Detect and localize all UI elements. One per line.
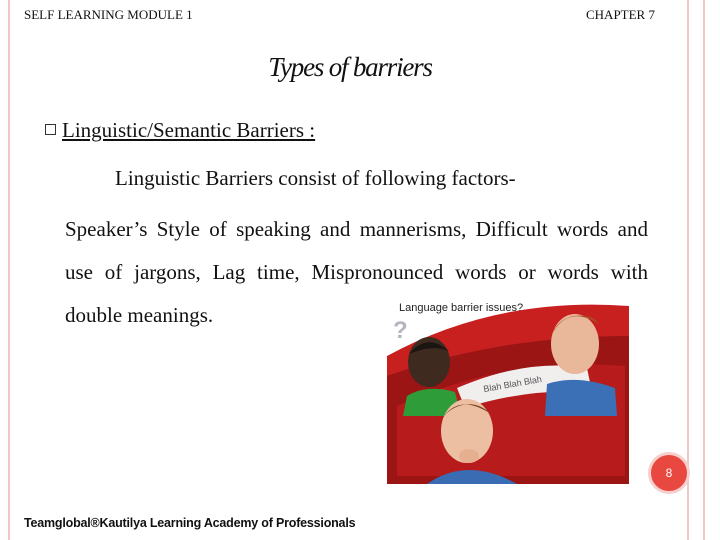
right-decorative-stripe-outer xyxy=(703,0,705,540)
slide-title: Types of barriers xyxy=(268,52,432,82)
header-module-label: SELF LEARNING MODULE 1 xyxy=(24,7,193,22)
page-number-badge: 8 xyxy=(648,452,690,494)
question-mark-icon: ? xyxy=(393,317,408,344)
checkbox-bullet-icon xyxy=(45,124,56,135)
speech-blah-text: Blah Blah Blah xyxy=(482,373,543,395)
language-barrier-illustration xyxy=(387,296,629,484)
intro-paragraph: Linguistic Barriers consist of following factors- xyxy=(115,166,516,190)
bullet-heading: Linguistic/Semantic Barriers : xyxy=(62,118,316,142)
bullet-item xyxy=(45,118,315,143)
header-chapter-label: CHAPTER 7 xyxy=(586,7,655,22)
footer-credit: Teamglobal®Kautilya Learning Academy of Professionals xyxy=(24,516,356,530)
illustration-caption: Language barrier issues? xyxy=(399,302,524,314)
factors-paragraph: Speaker’s Style of speaking and mannerisms, Difficult words and use of jargons, Lag time, Mispronounced words or words with double meanings. xyxy=(65,217,648,327)
